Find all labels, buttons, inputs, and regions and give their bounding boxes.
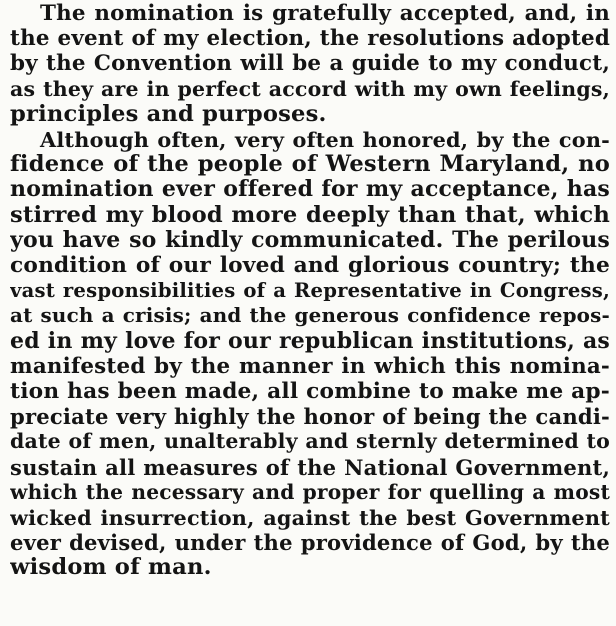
text-line: you have so kindly communicated. The perilous (10, 227, 610, 253)
text-line: wicked insurrection, against the best Government (10, 505, 610, 531)
text-line: at such a crisis; and the generous confidence repos- (10, 303, 610, 328)
text-line: principles and purposes. (10, 101, 327, 127)
text-line: nomination ever offered for my acceptance, has (10, 177, 610, 203)
text-line: ed in my love for our republican institutions, as (10, 328, 610, 354)
text-line: Although often, very often honored, by the con- (40, 127, 610, 153)
text-line: vast responsibilities of a Representative in Congress, (10, 279, 610, 303)
text-line: preciate very highly the honor of being the candi- (10, 404, 610, 430)
text-line: by the Convention will be a guide to my conduct, (10, 51, 610, 77)
text-line: ever devised, under the providence of God, by the (10, 530, 610, 556)
text-line: as they are in perfect accord with my own feelings, (10, 76, 610, 101)
text-line: stirred my blood more deeply than that, which (10, 202, 610, 228)
text-line: wisdom of man. (10, 555, 212, 581)
text-line: tion has been made, all combine to make me ap- (10, 379, 610, 405)
text-line: The nomination is gratefully accepted, and, in (40, 1, 610, 26)
text-line: fidence of the people of Western Maryland, no (10, 152, 610, 178)
text-line: which the necessary and proper for quelling a most (10, 479, 610, 504)
text-line: sustain all measures of the National Government, (10, 454, 610, 480)
paragraph-1 (10, 1, 610, 127)
paragraph-2 (10, 127, 610, 581)
text-line: the event of my election, the resolutions adopted (10, 26, 610, 52)
text-line: date of men, unalterably and sternly determined to (10, 429, 610, 454)
text-line: manifested by the manner in which this nomina- (10, 353, 610, 379)
text-line: condition of our loved and glorious country; the (10, 253, 610, 279)
